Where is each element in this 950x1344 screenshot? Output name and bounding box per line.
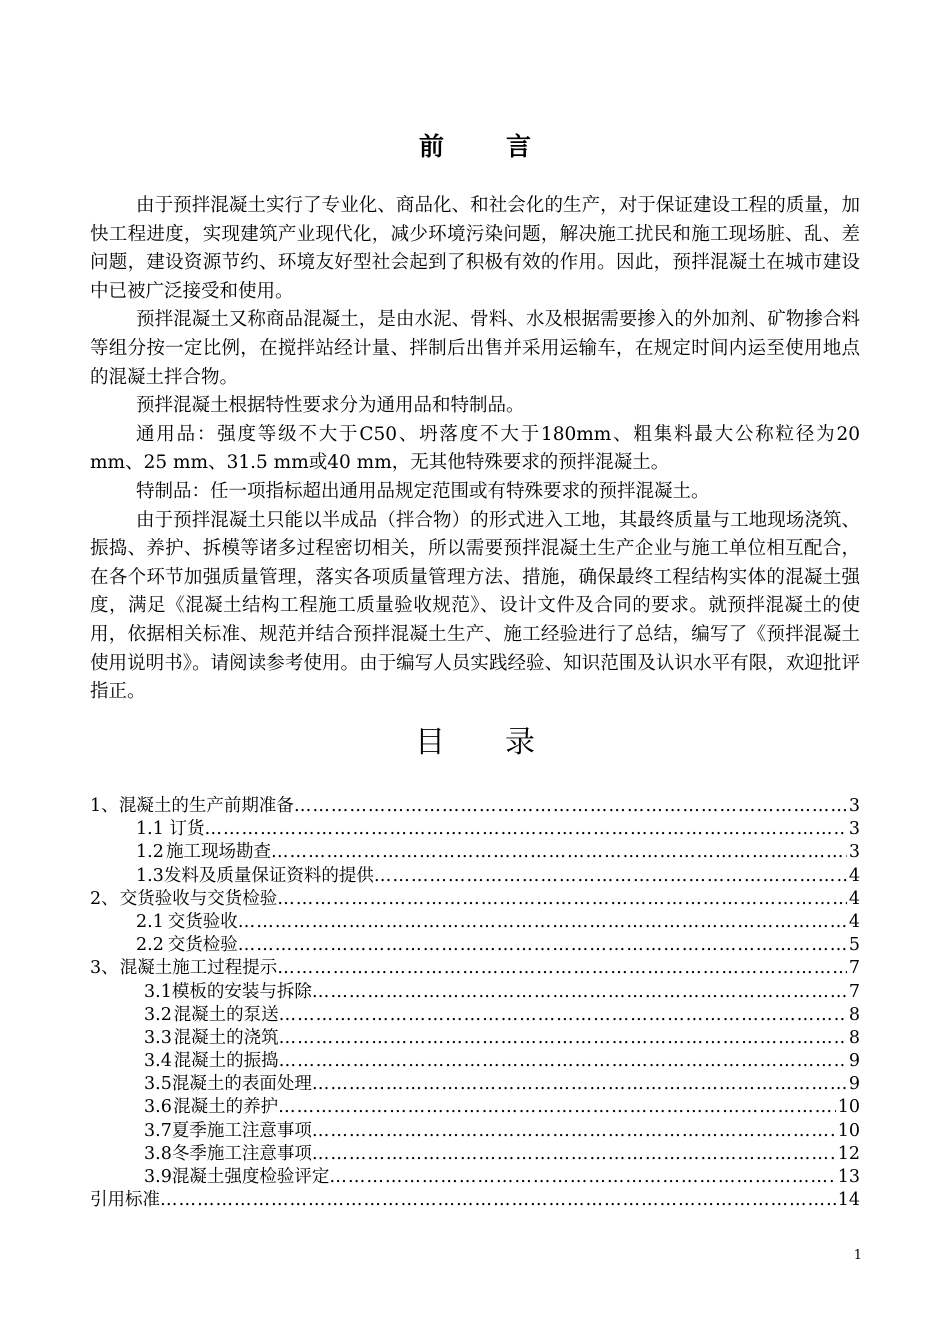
toc-leader-dots [374, 865, 847, 888]
toc-entry-title: 混凝土的振捣 [173, 1051, 279, 1072]
toc-entry-number: 3.5 [144, 1074, 172, 1095]
toc-entry-title: 混凝土的表面处理 [171, 1074, 312, 1095]
toc-entry-page: 10 [837, 1097, 860, 1118]
toc-entry-title: 交货检验 [167, 935, 238, 956]
toc-entry-title: 混凝土的养护 [173, 1097, 279, 1118]
toc-entry[interactable] [90, 1073, 860, 1096]
toc-entry[interactable] [90, 1143, 860, 1166]
toc-entry-page: 5 [848, 935, 860, 956]
toc-entry[interactable] [90, 1120, 860, 1143]
toc-leader-dots [279, 1050, 847, 1073]
toc-leader-dots [312, 1073, 847, 1096]
toc-entry[interactable] [90, 888, 860, 911]
toc-entry-number: 1、 [90, 796, 119, 816]
toc-entry-title: 3.7夏季施工注意事项 [144, 1120, 312, 1141]
toc-entry-number: 1.3 [136, 865, 164, 886]
toc-entry[interactable] [90, 865, 860, 888]
toc-leader-dots [271, 841, 847, 864]
preface-paragraph: 特制品：任一项指标超出通用品规定范围或有特殊要求的预拌混凝土。 [136, 480, 710, 502]
toc-entry-number: 3.3 [144, 1027, 172, 1048]
toc-entry-number: 3.2 [144, 1004, 172, 1025]
toc-entry-page: 8 [848, 1004, 860, 1025]
toc-leader-dots [329, 1166, 835, 1189]
preface-paragraph: 预拌混凝土根据特性要求分为通用品和特制品。 [136, 395, 525, 417]
toc-entry-title: 混凝土施工过程提示 [119, 958, 278, 979]
toc-entry[interactable] [90, 1027, 860, 1050]
toc-leader-dots [278, 1096, 836, 1119]
toc-entry-number: 3.6 [144, 1097, 172, 1118]
toc-entry-title: 混凝土的泵送 [173, 1004, 279, 1025]
toc-entry[interactable] [90, 795, 860, 818]
toc-entry[interactable] [90, 841, 860, 864]
toc-entry-page: 3 [848, 842, 860, 863]
toc-entry-page: 12 [837, 1143, 860, 1164]
toc-title: 目录 [415, 725, 595, 760]
toc-leader-dots [312, 981, 847, 1004]
preface-paragraph: 由于预拌混凝土实行了专业化、商品化、和社会化的生产，对于保证建设工程的质量，加快工程进度，实现建筑产业现代化，减少环境污染问题，解决施工扰民和施工现场脏、乱、差问题，建设资源节约、环境友好型社会起到了积极有效的作用。因此，预拌混凝土在城市建设中已被广泛接受和使用。 [90, 195, 860, 302]
toc-entry-page: 9 [848, 1051, 860, 1072]
toc-entry-title: 发料及质量保证资料的提供 [163, 865, 374, 886]
toc-entry-title: 3.8冬季施工注意事项 [144, 1143, 312, 1164]
toc-leader-dots [294, 795, 847, 818]
toc-entry-page: 9 [848, 1074, 860, 1095]
toc-entry-title: 混凝土的生产前期准备 [118, 796, 294, 816]
toc-entry[interactable] [90, 1050, 860, 1073]
preface-body [90, 192, 860, 707]
page-number: 1 [853, 1248, 862, 1263]
toc-leader-dots [238, 934, 847, 957]
toc-leader-dots [279, 1004, 847, 1027]
preface-title: 前言 [418, 132, 593, 161]
preface-paragraph: 通用品：强度等级不大于C50、坍落度不大于180mm、粗集料最大公称粒径为20 mm、25 mm、31.5 mm或40 mm，无其他特殊要求的预拌混凝土。 [90, 423, 860, 474]
toc-entry-title: 模板的安装与拆除 [171, 981, 312, 1002]
toc-leader-dots [312, 1120, 836, 1143]
toc-entry-page: 7 [848, 981, 860, 1002]
toc-entry-page: 7 [848, 958, 860, 979]
toc-entry-number: 3.1 [144, 981, 172, 1002]
toc-entry[interactable] [90, 934, 860, 957]
toc-entry-page: 14 [837, 1190, 860, 1211]
toc-entry-number: 1.1 [136, 819, 164, 840]
toc-entry-page: 3 [848, 819, 860, 840]
toc-entry-number: 3、 [90, 958, 119, 979]
table-of-contents [90, 795, 860, 1212]
toc-entry-number: 2.1 [136, 911, 164, 932]
toc-entry-number: 3.4 [144, 1051, 172, 1072]
toc-entry[interactable] [90, 957, 860, 980]
toc-entry-title: 订货 [169, 819, 205, 840]
toc-entry[interactable] [90, 1166, 860, 1189]
toc-entry-page: 10 [837, 1120, 860, 1141]
toc-entry-number: 2、 [90, 888, 119, 909]
toc-leader-dots [160, 1189, 836, 1212]
toc-entry-page: 4 [848, 911, 860, 932]
preface-paragraph: 预拌混凝土又称商品混凝土，是由水泥、骨料、水及根据需要掺入的外加剂、矿物掺合料等组分按一定比例，在搅拌站经计量、拌制后出售并采用运输车，在规定时间内运至使用地点的混凝土拌合物。 [90, 309, 860, 388]
toc-entry-page: 13 [837, 1167, 860, 1187]
toc-entry-page: 4 [848, 865, 860, 886]
toc-entry-page: 4 [848, 888, 860, 909]
toc-entry-number: 2.2 [136, 935, 164, 956]
preface-paragraph: 由于预拌混凝土只能以半成品（拌合物）的形式进入工地，其最终质量与工地现场浇筑、振捣、养护、拆模等诸多过程密切相关，所以需要预拌混凝土生产企业与施工单位相互配合，在各个环节加强质量管理，落实各项质量管理方法、措施，确保最终工程结构实体的混凝土强度，满足《混凝土结构工程施工质量验收规范》、设计文件及合同的要求。就预拌混凝土的使用，依据相关标准、规范并结合预拌混凝土生产、施工经验进行了总结，编写了《预拌混凝土使用说明书》。请阅读参考使用。由于编写人员实践经验、知识范围及认识水平有限，欢迎批评指正。 [90, 509, 860, 703]
toc-entry-number: 1.2 [136, 842, 164, 863]
toc-entry[interactable] [90, 1004, 860, 1027]
toc-entry[interactable] [90, 818, 860, 841]
toc-entry-page: 8 [848, 1027, 860, 1048]
toc-entry[interactable] [90, 981, 860, 1004]
toc-leader-dots [279, 1027, 847, 1050]
toc-entry-title: 混凝土的浇筑 [173, 1027, 279, 1048]
toc-leader-dots [205, 818, 847, 841]
toc-entry-title: 交货验收与交货检验 [119, 888, 278, 909]
toc-leader-dots [277, 957, 847, 980]
toc-entry[interactable] [90, 911, 860, 934]
toc-entry-title: 引用标准 [90, 1190, 160, 1211]
toc-entry-title: 3.9混凝土强度检验评定 [144, 1167, 330, 1187]
toc-entry-title: 交货验收 [167, 911, 238, 932]
toc-entry-page: 3 [848, 796, 860, 816]
toc-entry[interactable] [90, 1189, 860, 1212]
toc-entry[interactable] [90, 1096, 860, 1119]
toc-leader-dots [277, 888, 847, 911]
toc-leader-dots [238, 911, 847, 934]
toc-leader-dots [312, 1143, 836, 1166]
toc-entry-title: 施工现场勘查 [166, 842, 272, 863]
